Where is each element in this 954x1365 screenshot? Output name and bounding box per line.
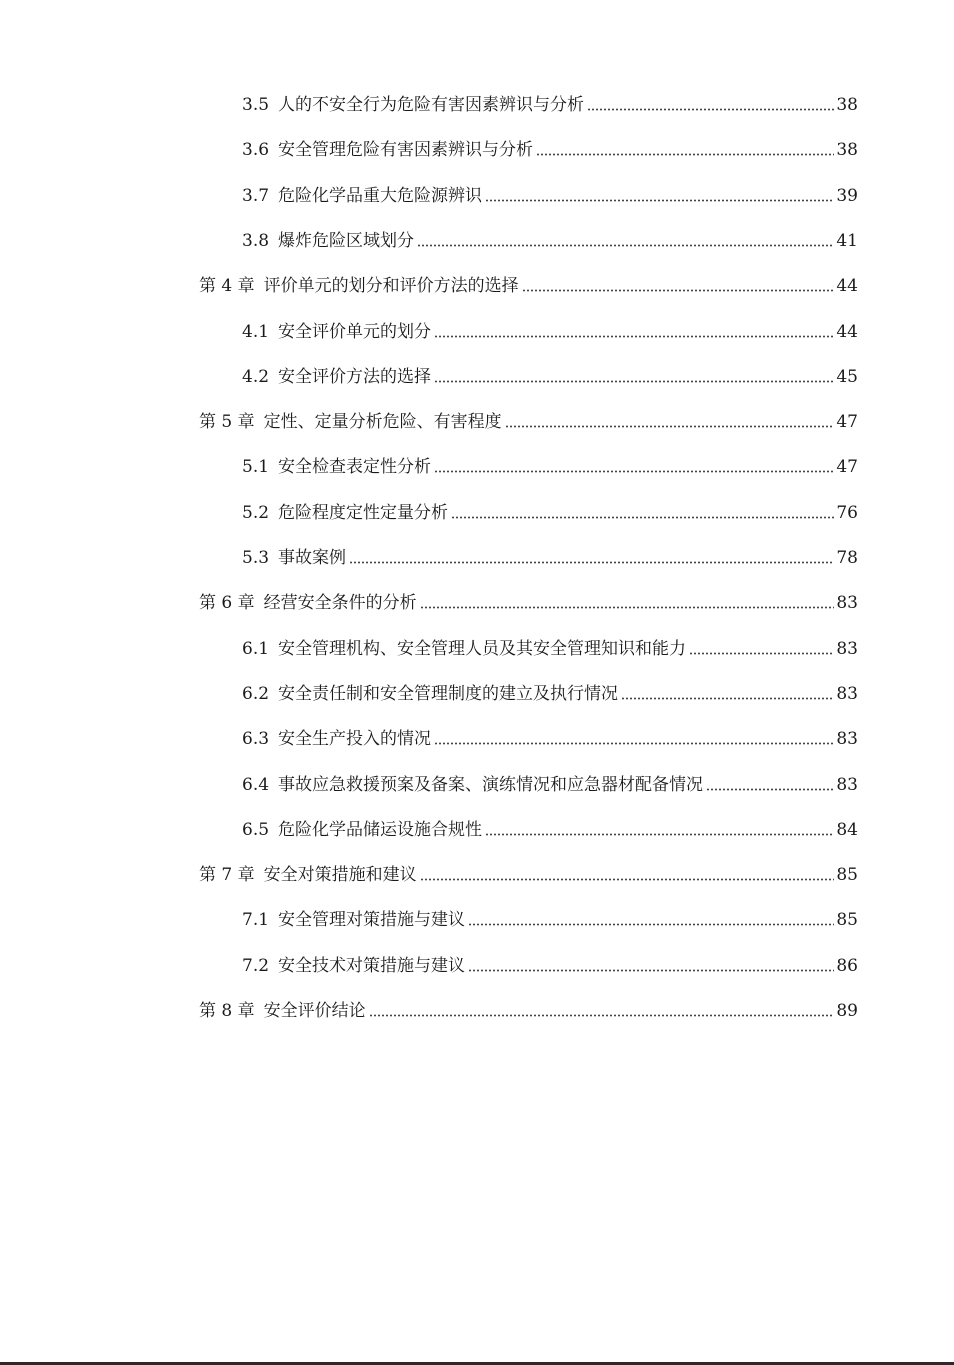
- toc-chapter-entry[interactable]: [199, 269, 858, 297]
- toc-entry-number: 4.1: [242, 321, 270, 342]
- toc-entry-number: 3.6: [242, 140, 270, 161]
- toc-page-number: 45: [836, 366, 858, 387]
- toc-chapter-entry[interactable]: [199, 405, 858, 433]
- toc-entry-title: 经营安全条件的分析: [263, 593, 417, 614]
- toc-entry-title: 安全评价单元的划分: [278, 321, 432, 342]
- toc-entry-number: 7.1: [242, 910, 270, 931]
- toc-section-entry[interactable]: [242, 541, 858, 569]
- toc-entry-number: 3.8: [242, 230, 270, 251]
- toc-entry-title: 安全对策措施和建议: [263, 865, 417, 886]
- toc-entry-number: 5.3: [242, 548, 270, 568]
- toc-page-number: 38: [836, 95, 858, 115]
- toc-page-number: 44: [836, 321, 858, 342]
- toc-dot-leader: [434, 470, 834, 473]
- toc-dot-leader: [468, 969, 834, 972]
- toc-entry-number: 6.5: [242, 819, 270, 840]
- toc-entry-title: 安全评价结论: [263, 1001, 366, 1021]
- toc-entry-title: 事故案例: [278, 548, 347, 568]
- toc-dot-leader: [434, 742, 834, 745]
- toc-section-entry[interactable]: [242, 88, 858, 116]
- toc-entry-title: 事故应急救援预案及备案、演练情况和应急器材配备情况: [278, 774, 704, 795]
- toc-entry-title: 安全生产投入的情况: [278, 729, 432, 750]
- toc-page-number: 76: [836, 502, 858, 523]
- toc-entry-number: 第 4 章: [199, 276, 255, 297]
- toc-entry-number: 6.4: [242, 774, 270, 795]
- toc-section-entry[interactable]: [242, 450, 858, 478]
- toc-page-number: 47: [836, 457, 858, 478]
- toc-dot-leader: [451, 516, 834, 519]
- toc-entry-number: 5.2: [242, 502, 270, 523]
- toc-dot-leader: [420, 606, 835, 609]
- toc-entry-number: 3.5: [242, 95, 270, 115]
- toc-entry-title: 安全技术对策措施与建议: [278, 955, 466, 976]
- toc-entry-number: 3.7: [242, 185, 270, 206]
- toc-entry-title: 爆炸危险区域划分: [278, 230, 415, 251]
- toc-page-number: 83: [836, 683, 858, 704]
- toc-page-number: 83: [836, 638, 858, 659]
- toc-entry-title: 安全检查表定性分析: [278, 457, 432, 478]
- toc-page-number: 44: [836, 276, 858, 297]
- toc-dot-leader: [349, 561, 834, 564]
- toc-page-number: 41: [836, 230, 858, 251]
- toc-page-number: 85: [836, 865, 858, 886]
- toc-section-entry[interactable]: [242, 179, 858, 207]
- toc-entry-number: 6.2: [242, 683, 270, 704]
- toc-dot-leader: [434, 335, 834, 338]
- toc-entry-number: 6.1: [242, 638, 270, 659]
- toc-section-entry[interactable]: [242, 133, 858, 161]
- toc-entry-number: 第 8 章: [199, 1001, 255, 1021]
- toc-page-number: 78: [836, 548, 858, 568]
- toc-section-entry[interactable]: [242, 768, 858, 796]
- toc-section-entry[interactable]: [242, 813, 858, 841]
- toc-section-entry[interactable]: [242, 224, 858, 252]
- toc-page-number: 47: [836, 412, 858, 433]
- toc-section-entry[interactable]: [242, 949, 858, 977]
- toc-section-entry[interactable]: [242, 632, 858, 660]
- toc-page-number: 83: [836, 593, 858, 614]
- toc-entry-title: 安全评价方法的选择: [278, 366, 432, 387]
- toc-entry-number: 7.2: [242, 955, 270, 976]
- toc-section-entry[interactable]: [242, 677, 858, 705]
- toc-entry-title: 安全责任制和安全管理制度的建立及执行情况: [278, 683, 619, 704]
- toc-entry-title: 定性、定量分析危险、有害程度: [263, 412, 502, 433]
- toc-dot-leader: [420, 878, 835, 881]
- toc-page-number: 85: [836, 910, 858, 931]
- toc-section-entry[interactable]: [242, 360, 858, 388]
- toc-entry-title: 危险化学品重大危险源辨识: [278, 185, 483, 206]
- toc-entry-title: 安全管理对策措施与建议: [278, 910, 466, 931]
- toc-dot-leader: [522, 289, 835, 292]
- toc-entry-title: 危险化学品储运设施合规性: [278, 819, 483, 840]
- toc-dot-leader: [468, 923, 834, 926]
- toc-dot-leader: [536, 153, 834, 156]
- toc-entry-number: 6.3: [242, 729, 270, 750]
- toc-page-number: 38: [836, 140, 858, 161]
- toc-section-entry[interactable]: [242, 722, 858, 750]
- toc-dot-leader: [485, 833, 834, 836]
- toc-page-number: 39: [836, 185, 858, 206]
- toc-page-number: 83: [836, 729, 858, 750]
- toc-dot-leader: [621, 697, 834, 700]
- toc-entry-title: 评价单元的划分和评价方法的选择: [263, 276, 519, 297]
- toc-entry-number: 4.2: [242, 366, 270, 387]
- toc-page-number: 84: [836, 819, 858, 840]
- toc-entry-number: 5.1: [242, 457, 270, 478]
- toc-section-entry[interactable]: [242, 315, 858, 343]
- toc-dot-leader: [369, 1014, 835, 1017]
- toc-dot-leader: [417, 244, 834, 247]
- toc-chapter-entry[interactable]: [199, 994, 858, 1022]
- toc-entry-title: 人的不安全行为危险有害因素辨识与分析: [278, 95, 585, 115]
- toc-entry-number: 第 6 章: [199, 593, 255, 614]
- toc-page-number: 86: [836, 955, 858, 976]
- toc-entry-title: 安全管理危险有害因素辨识与分析: [278, 140, 534, 161]
- toc-page-number: 89: [836, 1001, 858, 1021]
- toc-section-entry[interactable]: [242, 903, 858, 931]
- toc-dot-leader: [434, 380, 834, 383]
- toc-dot-leader: [485, 199, 834, 202]
- toc-dot-leader: [505, 425, 835, 428]
- toc-chapter-entry[interactable]: [199, 858, 858, 886]
- toc-dot-leader: [706, 788, 834, 791]
- toc-chapter-entry[interactable]: [199, 586, 858, 614]
- toc-section-entry[interactable]: [242, 496, 858, 524]
- toc-page-number: 83: [836, 774, 858, 795]
- toc-entry-title: 安全管理机构、安全管理人员及其安全管理知识和能力: [278, 638, 687, 659]
- toc-entry-number: 第 5 章: [199, 412, 255, 433]
- toc-entry-title: 危险程度定性定量分析: [278, 502, 449, 523]
- toc-entry-number: 第 7 章: [199, 865, 255, 886]
- toc-dot-leader: [587, 108, 834, 111]
- toc-dot-leader: [689, 652, 834, 655]
